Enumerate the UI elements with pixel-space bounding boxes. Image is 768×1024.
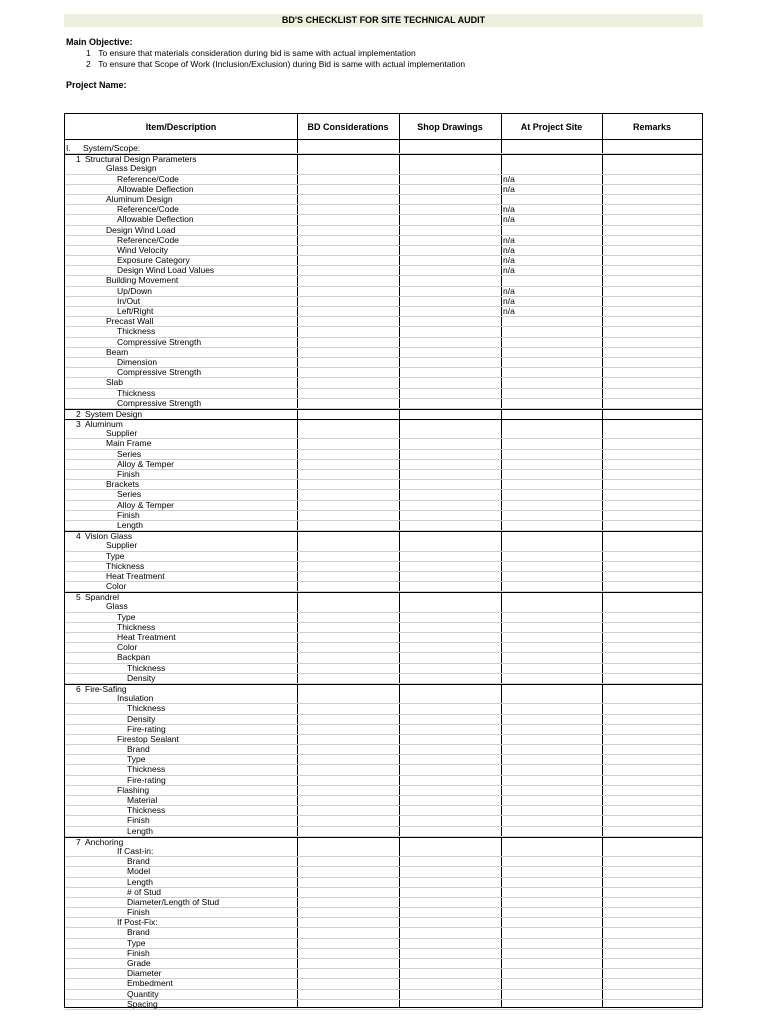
- row-label: Beam: [106, 346, 129, 357]
- audit-checklist-table: [64, 113, 703, 1008]
- table-row: [65, 378, 702, 388]
- table-row: [65, 674, 702, 684]
- row-label: Thickness: [127, 764, 166, 775]
- row-label: Type: [117, 611, 136, 622]
- row-label: Wind Velocity: [117, 244, 169, 255]
- row-label: Type: [127, 937, 146, 948]
- row-label: Density: [127, 713, 156, 724]
- row-label: Compressive Strength: [117, 367, 202, 378]
- row-number: 6: [76, 683, 81, 694]
- row-number: 1: [76, 154, 81, 165]
- row-label: Length: [117, 519, 143, 530]
- table-row: [65, 582, 702, 592]
- table-row: [65, 541, 702, 551]
- row-project-site-value: n/a: [503, 295, 515, 306]
- row-label: Spandrel: [85, 592, 120, 603]
- objective-item: [86, 59, 465, 69]
- row-label: Flashing: [117, 784, 150, 795]
- row-label: Building Movement: [106, 275, 179, 286]
- row-item-description: [76, 673, 155, 684]
- row-project-site-value: n/a: [503, 306, 515, 316]
- row-label: Brand: [127, 856, 150, 867]
- row-item-description: [76, 398, 201, 409]
- row-label: System Design: [85, 408, 143, 419]
- column-header-shop-drawings: Shop Drawings: [417, 121, 483, 132]
- table-row: [65, 317, 702, 327]
- row-label: Diameter: [127, 968, 162, 979]
- row-label: Main Frame: [106, 438, 152, 449]
- table-row: [65, 684, 702, 694]
- row-item-description: [66, 143, 140, 154]
- row-label: Fire-rating: [127, 723, 166, 734]
- table-row: [65, 399, 702, 409]
- table-row: [65, 918, 702, 928]
- row-label: Supplier: [106, 428, 138, 439]
- row-project-site-value: n/a: [503, 265, 515, 276]
- row-label: Thickness: [106, 560, 145, 571]
- row-label: Series: [117, 448, 142, 459]
- table-row: [65, 633, 702, 643]
- table-row: [65, 806, 702, 816]
- table-row: [65, 429, 702, 439]
- table-row: [65, 287, 702, 297]
- table-row: [65, 979, 702, 989]
- row-label: Aluminum Design: [106, 193, 173, 204]
- row-label: Series: [117, 489, 142, 500]
- row-label: Design Wind Load Values: [117, 265, 215, 276]
- table-row: [65, 338, 702, 348]
- row-label: Length: [127, 876, 153, 887]
- table-row: [65, 531, 702, 541]
- row-label: Glass Design: [106, 163, 157, 174]
- row-label: Finish: [127, 907, 150, 918]
- table-row: [65, 592, 702, 602]
- column-header-at-project-site: At Project Site: [520, 121, 583, 132]
- row-label: Finish: [117, 469, 140, 479]
- row-label: Quantity: [127, 988, 159, 999]
- row-label: Left/Right: [117, 306, 154, 316]
- table-row: [65, 867, 702, 877]
- row-project-site-value: n/a: [503, 244, 515, 255]
- main-objective-heading: Main Objective:: [66, 37, 133, 47]
- table-row: [65, 368, 702, 378]
- row-label: System/Scope:: [83, 143, 141, 153]
- row-label: Allowable Deflection: [117, 214, 194, 225]
- table-row: [65, 939, 702, 949]
- table-row: [65, 827, 702, 837]
- table-header-row: [65, 114, 702, 140]
- table-row: [65, 501, 702, 511]
- table-row: [65, 837, 702, 847]
- table-row: [65, 276, 702, 286]
- table-row: [65, 776, 702, 786]
- table-row: [65, 857, 702, 867]
- row-label: In/Out: [117, 295, 141, 306]
- table-row: [65, 786, 702, 796]
- row-label: Diameter/Length of Stud: [127, 896, 220, 907]
- table-row: [65, 643, 702, 653]
- row-label: Color: [106, 581, 127, 592]
- column-header-bd-considerations: BD Considerations: [307, 121, 389, 132]
- table-row: [65, 613, 702, 623]
- row-label: Vision Glass: [85, 531, 133, 542]
- row-label: Reference/Code: [117, 204, 179, 215]
- row-label: Material: [127, 795, 158, 805]
- row-label: Fire-rating: [127, 774, 166, 785]
- row-label: Brand: [127, 927, 150, 938]
- table-row: [65, 297, 702, 307]
- row-label: If Post-Fix:: [117, 917, 158, 928]
- table-row: [65, 521, 702, 531]
- table-body: [65, 144, 702, 1010]
- row-label: Reference/Code: [117, 234, 179, 245]
- row-label: Spacing: [127, 998, 158, 1009]
- row-label: Glass: [106, 601, 128, 612]
- row-label: Type: [106, 550, 125, 561]
- table-row: [65, 990, 702, 1000]
- table-row: [65, 552, 702, 562]
- row-label: Up/Down: [117, 285, 152, 296]
- row-number: 5: [76, 592, 81, 603]
- row-label: Brackets: [106, 479, 140, 490]
- row-label: Allowable Deflection: [117, 183, 194, 194]
- row-label: Structural Design Parameters: [85, 154, 197, 165]
- table-row: [65, 480, 702, 490]
- row-label: Firestop Sealant: [117, 733, 179, 744]
- table-row: [65, 735, 702, 745]
- row-label: If Cast-in:: [117, 845, 154, 856]
- row-project-site-value: n/a: [503, 255, 515, 266]
- row-label: Insulation: [117, 693, 154, 704]
- row-label: Length: [127, 825, 153, 836]
- row-label: Slab: [106, 377, 124, 388]
- row-label: Heat Treatment: [106, 570, 165, 581]
- table-row: [65, 439, 702, 449]
- row-label: Compressive Strength: [117, 397, 202, 408]
- row-number: 4: [76, 531, 81, 542]
- table-row: [65, 460, 702, 470]
- table-row: [65, 1000, 702, 1010]
- row-label: Alloy & Temper: [117, 458, 175, 469]
- row-label: Thickness: [127, 805, 166, 816]
- row-label: Grade: [127, 958, 151, 968]
- row-project-site-value: n/a: [503, 214, 515, 225]
- project-name-label: Project Name:: [66, 80, 127, 90]
- row-label: Dimension: [117, 356, 158, 367]
- row-item-description: [76, 999, 158, 1010]
- column-header-remarks: Remarks: [632, 121, 672, 132]
- objective-number: 2: [86, 59, 91, 69]
- table-row: [65, 928, 702, 938]
- row-label: Embedment: [127, 978, 173, 989]
- row-label: Brand: [127, 744, 150, 755]
- row-project-site-value: n/a: [503, 234, 515, 245]
- table-row: [65, 949, 702, 959]
- table-row: [65, 664, 702, 674]
- table-row: [65, 348, 702, 358]
- row-project-site-value: n/a: [503, 173, 515, 184]
- table-row: [65, 816, 702, 826]
- row-label: Thickness: [117, 621, 156, 632]
- row-label: Reference/Code: [117, 173, 179, 184]
- row-label: Thickness: [127, 662, 166, 673]
- row-label: Color: [117, 642, 138, 653]
- row-project-site-value: n/a: [503, 285, 515, 296]
- objective-text: To ensure that Scope of Work (Inclusion/Exclusion) during Bid is same with actual implementation: [98, 59, 466, 69]
- row-label: Alloy & Temper: [117, 499, 175, 510]
- row-number: 7: [76, 836, 81, 847]
- objective-item: [86, 48, 416, 58]
- table-row: [65, 144, 702, 154]
- row-label: Compressive Strength: [117, 336, 202, 347]
- row-label: Design Wind Load: [106, 224, 176, 235]
- row-label: Finish: [117, 509, 140, 520]
- row-project-site-value: n/a: [503, 204, 515, 215]
- table-row: [65, 419, 702, 429]
- row-item-description: [76, 826, 153, 837]
- table-row: [65, 154, 702, 164]
- row-label: Thickness: [117, 326, 156, 337]
- row-number: 3: [76, 419, 81, 430]
- row-label: Heat Treatment: [117, 632, 176, 642]
- row-project-site-value: n/a: [503, 183, 515, 194]
- row-number: I.: [66, 143, 71, 153]
- row-label: Thickness: [127, 703, 166, 714]
- table-row: [65, 409, 702, 419]
- row-label: Precast Wall: [106, 316, 154, 327]
- row-label: Anchoring: [85, 836, 124, 847]
- table-row: [65, 745, 702, 755]
- row-number: 2: [76, 408, 81, 419]
- row-item-description: [76, 581, 126, 592]
- row-label: Finish: [127, 815, 150, 826]
- row-label: # of Stud: [127, 886, 162, 897]
- row-item-description: [76, 520, 143, 531]
- table-row: [65, 908, 702, 918]
- row-label: Fire-Safing: [85, 683, 127, 694]
- table-row: [65, 572, 702, 582]
- table-row: [65, 602, 702, 612]
- row-label: Backpan: [117, 652, 151, 663]
- table-row: [65, 898, 702, 908]
- table-row: [65, 470, 702, 480]
- objective-number: 1: [86, 48, 91, 58]
- column-header-item-description: Item/Description: [145, 121, 217, 132]
- row-label: Supplier: [106, 540, 138, 551]
- table-row: [65, 307, 702, 317]
- row-label: Exposure Category: [117, 255, 190, 266]
- objective-text: To ensure that materials consideration during bid is same with actual implementation: [98, 48, 416, 58]
- page-title: BD'S CHECKLIST FOR SITE TECHNICAL AUDIT: [64, 14, 703, 27]
- row-label: Thickness: [117, 387, 156, 398]
- row-label: Type: [127, 754, 146, 765]
- row-label: Aluminum: [85, 419, 123, 430]
- table-row: [65, 511, 702, 521]
- table-row: [65, 847, 702, 857]
- row-label: Model: [127, 866, 151, 877]
- table-row: [65, 704, 702, 714]
- row-label: Finish: [127, 947, 150, 958]
- row-label: Density: [127, 672, 156, 683]
